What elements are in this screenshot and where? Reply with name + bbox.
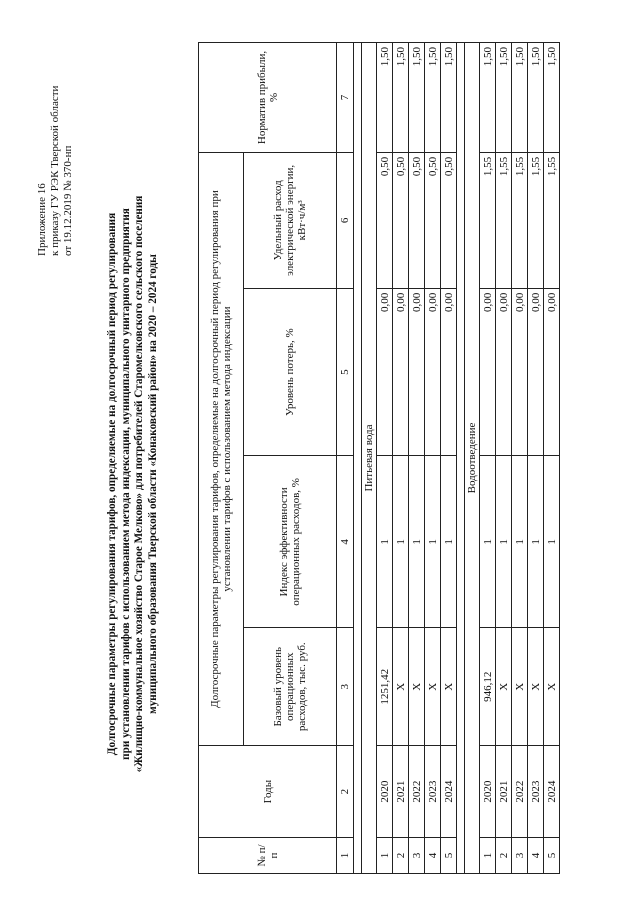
cell-index: 1 xyxy=(512,456,528,628)
cell-loss: 0,00 xyxy=(512,288,528,456)
cell-index: 1 xyxy=(544,456,560,628)
cell-n: 5 xyxy=(544,838,560,874)
cell-n: 2 xyxy=(393,838,409,874)
cell-base: Х xyxy=(544,628,560,746)
cell-profit: 1,50 xyxy=(496,43,512,153)
table-row xyxy=(409,43,425,874)
cell-index: 1 xyxy=(409,456,425,628)
title-line: Долгосрочные параметры регулирования тарифов, определяемые на долгосрочный период регулирования xyxy=(106,212,118,756)
cell-energy: 0,50 xyxy=(409,152,425,288)
cell-loss: 0,00 xyxy=(528,288,544,456)
separator-cell xyxy=(457,43,465,874)
cell-index: 1 xyxy=(425,456,441,628)
cell-n: 5 xyxy=(441,838,457,874)
cell-base: Х xyxy=(425,628,441,746)
cell-energy: 1,55 xyxy=(512,152,528,288)
cell-loss: 0,00 xyxy=(480,288,496,456)
cell-base: 1251,42 xyxy=(377,628,393,746)
table-row xyxy=(393,43,409,874)
cell-year: 2020 xyxy=(480,746,496,838)
header-base: Базовый уровень операционных расходов, тыс. руб. xyxy=(244,628,337,746)
cell-year: 2020 xyxy=(377,746,393,838)
cell-profit: 1,50 xyxy=(544,43,560,153)
header-years: Годы xyxy=(199,746,337,838)
col-number: 4 xyxy=(337,456,354,628)
header-energy: Удельный расход электрической энергии, кВт·ч/м³ xyxy=(244,152,337,288)
cell-n: 3 xyxy=(409,838,425,874)
section-row xyxy=(465,43,480,874)
appendix-line: к приказу ГУ РЭК Тверской области xyxy=(49,85,61,256)
cell-n: 2 xyxy=(496,838,512,874)
table-row xyxy=(512,43,528,874)
cell-loss: 0,00 xyxy=(409,288,425,456)
header-index: Индекс эффективности операционных расходов, % xyxy=(244,456,337,628)
cell-loss: 0,00 xyxy=(425,288,441,456)
cell-base: Х xyxy=(393,628,409,746)
header-profit: Норматив прибыли, % xyxy=(199,43,337,153)
section-title: Водоотведение xyxy=(465,43,480,874)
cell-energy: 1,55 xyxy=(496,152,512,288)
cell-index: 1 xyxy=(528,456,544,628)
col-number: 5 xyxy=(337,288,354,456)
cell-base: Х xyxy=(409,628,425,746)
appendix-note xyxy=(36,86,75,256)
cell-profit: 1,50 xyxy=(377,43,393,153)
cell-loss: 0,00 xyxy=(496,288,512,456)
header-group: Долгосрочные параметры регулирования тарифов, определяемые на долгосрочный период регулирования при установлении тарифов с использованием метода индексации xyxy=(199,152,244,745)
cell-n: 3 xyxy=(512,838,528,874)
header-num: № п/п xyxy=(199,838,337,874)
cell-loss: 0,00 xyxy=(393,288,409,456)
cell-base: 946,12 xyxy=(480,628,496,746)
table-row xyxy=(544,43,560,874)
cell-n: 1 xyxy=(480,838,496,874)
cell-profit: 1,50 xyxy=(512,43,528,153)
cell-loss: 0,00 xyxy=(377,288,393,456)
col-number: 7 xyxy=(337,43,354,153)
cell-energy: 0,50 xyxy=(441,152,457,288)
cell-n: 4 xyxy=(425,838,441,874)
title-line: при установлении тарифов с использованием метода индексации, муниципального унитарного предприятия xyxy=(119,208,132,760)
cell-loss: 0,00 xyxy=(441,288,457,456)
separator-row xyxy=(457,43,465,874)
table-row xyxy=(425,43,441,874)
table-row xyxy=(496,43,512,874)
appendix-line: от 19.12.2019 № 370-нп xyxy=(62,145,74,256)
cell-year: 2024 xyxy=(441,746,457,838)
cell-profit: 1,50 xyxy=(425,43,441,153)
col-number: 1 xyxy=(337,838,354,874)
cell-n: 4 xyxy=(528,838,544,874)
cell-year: 2021 xyxy=(496,746,512,838)
cell-energy: 1,55 xyxy=(544,152,560,288)
cell-year: 2024 xyxy=(544,746,560,838)
separator-cell xyxy=(354,43,362,874)
cell-profit: 1,50 xyxy=(480,43,496,153)
table-row xyxy=(480,43,496,874)
cell-profit: 1,50 xyxy=(528,43,544,153)
title-line: «Жилищно-коммунальное хозяйство Старое Мелково» для потребителей Старомелковского сельского поселения xyxy=(133,195,146,773)
cell-profit: 1,50 xyxy=(393,43,409,153)
col-number: 2 xyxy=(337,746,354,838)
cell-year: 2022 xyxy=(512,746,528,838)
section-row xyxy=(362,43,377,874)
cell-loss: 0,00 xyxy=(544,288,560,456)
cell-energy: 0,50 xyxy=(425,152,441,288)
header-loss: Уровень потерь, % xyxy=(244,288,337,456)
column-numbers-row xyxy=(337,43,354,874)
cell-index: 1 xyxy=(441,456,457,628)
table-row xyxy=(528,43,544,874)
cell-n: 1 xyxy=(377,838,393,874)
cell-base: Х xyxy=(441,628,457,746)
col-number: 3 xyxy=(337,628,354,746)
cell-profit: 1,50 xyxy=(441,43,457,153)
cell-year: 2023 xyxy=(425,746,441,838)
cell-base: Х xyxy=(528,628,544,746)
section-title: Питьевая вода xyxy=(362,43,377,874)
cell-year: 2022 xyxy=(409,746,425,838)
cell-year: 2023 xyxy=(528,746,544,838)
cell-base: Х xyxy=(496,628,512,746)
appendix-line: Приложение 16 xyxy=(36,183,48,256)
title-line: муниципального образования Тверской области «Конаковский район» на 2020 – 2024 годы xyxy=(146,254,159,714)
cell-energy: 1,55 xyxy=(480,152,496,288)
cell-energy: 0,50 xyxy=(377,152,393,288)
document-title xyxy=(106,124,160,844)
cell-index: 1 xyxy=(393,456,409,628)
separator-row xyxy=(354,43,362,874)
cell-base: Х xyxy=(512,628,528,746)
col-number: 6 xyxy=(337,152,354,288)
cell-profit: 1,50 xyxy=(409,43,425,153)
cell-energy: 1,55 xyxy=(528,152,544,288)
table-row xyxy=(377,43,393,874)
cell-index: 1 xyxy=(480,456,496,628)
cell-year: 2021 xyxy=(393,746,409,838)
cell-index: 1 xyxy=(496,456,512,628)
parameters-table xyxy=(198,42,560,874)
table-row xyxy=(441,43,457,874)
cell-index: 1 xyxy=(377,456,393,628)
cell-energy: 0,50 xyxy=(393,152,409,288)
